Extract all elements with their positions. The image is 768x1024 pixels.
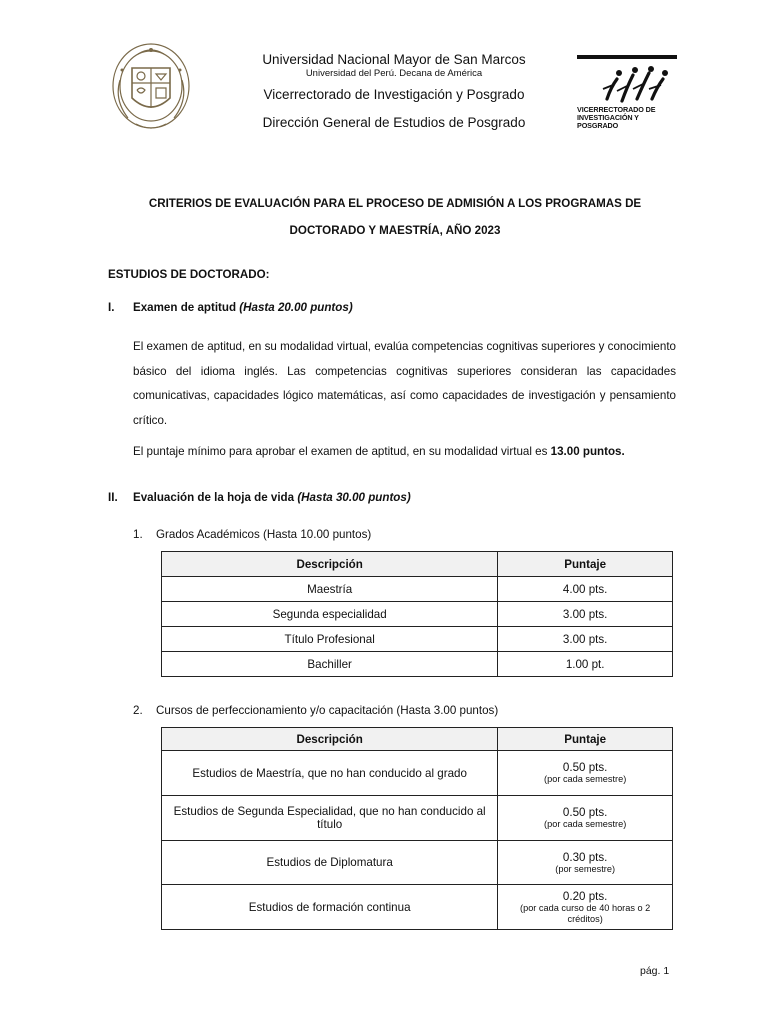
row-score [498, 841, 673, 885]
row-score-note: (por cada semestre) [544, 774, 627, 784]
header-score: Puntaje [498, 552, 673, 577]
table-row [162, 841, 673, 885]
university-seal-logo [108, 40, 194, 134]
academic-degrees-table [161, 551, 673, 677]
item-1-heading [133, 528, 371, 541]
table-header-row [162, 552, 673, 577]
row-description: Estudios de Segunda Especialidad, que no han conducido al título [162, 796, 498, 841]
part-2-heading [133, 491, 411, 504]
row-score-value: 0.50 pts. [562, 806, 608, 819]
title-line-2: DOCTORADO Y MAESTRÍA, AÑO 2023 [289, 224, 501, 237]
document-title [100, 190, 690, 244]
header-description: Descripción [162, 728, 498, 751]
part-2-points: (Hasta 30.00 puntos) [297, 491, 411, 504]
row-score-note: (por cada curso de 40 horas o 2 créditos) [520, 902, 651, 924]
logo-caption-line-1: VICERRECTORADO DE [577, 105, 656, 114]
table-row [162, 577, 673, 602]
header-score: Puntaje [498, 728, 673, 751]
university-subtitle: Universidad del Perú. Decana de América [305, 68, 483, 79]
row-description: Estudios de Maestría, que no han conducido al grado [162, 751, 498, 796]
row-description: Estudios de Diplomatura [162, 841, 498, 885]
vicerrectorado-logo [577, 55, 679, 130]
row-score-value: 0.30 pts. [562, 850, 608, 864]
row-score-note: (por cada semestre) [544, 819, 627, 829]
direction-name: Dirección General de Estudios de Posgrado [262, 115, 526, 130]
table-row [162, 751, 673, 796]
item-2-number: 2. [133, 704, 143, 717]
minimum-score-text: El puntaje mínimo para aprobar el examen de aptitud, en su modalidad virtual es [133, 445, 551, 458]
section-heading: ESTUDIOS DE DOCTORADO: [108, 268, 270, 281]
row-description: Título Profesional [162, 627, 498, 652]
row-description: Estudios de formación continua [162, 885, 498, 930]
row-score-value: 0.50 pts. [562, 761, 608, 774]
item-1-number: 1. [133, 528, 143, 541]
courses-table [161, 727, 673, 930]
row-description: Maestría [162, 577, 498, 602]
header-description: Descripción [162, 552, 498, 577]
part-2-numeral: II. [108, 491, 118, 504]
item-1-label: Grados Académicos (Hasta 10.00 puntos) [156, 528, 372, 541]
row-score: 4.00 pts. [498, 577, 673, 602]
part-1-heading [133, 301, 353, 314]
row-score [498, 885, 673, 930]
table-row [162, 885, 673, 930]
university-name: Universidad Nacional Mayor de San Marcos [262, 52, 526, 67]
row-score: 1.00 pt. [498, 652, 673, 677]
page-number: pág. 1 [640, 965, 670, 977]
row-score: 3.00 pts. [498, 627, 673, 652]
row-score: 3.00 pts. [498, 602, 673, 627]
part-1-points: (Hasta 20.00 puntos) [239, 301, 353, 314]
row-score-value: 0.20 pts. [562, 889, 608, 903]
minimum-score-value: 13.00 puntos. [550, 445, 625, 458]
runners-logo-icon [577, 65, 677, 105]
table-row [162, 652, 673, 677]
table-row [162, 796, 673, 841]
row-description: Segunda especialidad [162, 602, 498, 627]
part-1-numeral: I. [108, 301, 115, 314]
logo-caption [577, 106, 679, 130]
table-row [162, 627, 673, 652]
logo-top-bar [577, 55, 677, 59]
table-row [162, 602, 673, 627]
item-2-heading [133, 704, 498, 717]
row-score-note: (por semestre) [555, 863, 616, 874]
header-titles [236, 52, 552, 131]
part-1-minimum-score [133, 445, 676, 458]
table-header-row [162, 728, 673, 751]
title-line-1: CRITERIOS DE EVALUACIÓN PARA EL PROCESO DE ADMISIÓN A LOS PROGRAMAS DE [148, 197, 642, 210]
logo-caption-line-2: INVESTIGACIÓN Y POSGRADO [577, 113, 639, 130]
row-description: Bachiller [162, 652, 498, 677]
item-2-label: Cursos de perfeccionamiento y/o capacitación (Hasta 3.00 puntos) [156, 704, 499, 717]
row-score [498, 751, 673, 796]
part-2-label: Evaluación de la hoja de vida [133, 491, 298, 504]
row-score [498, 796, 673, 841]
vicerrectorado-name: Vicerrectorado de Investigación y Posgrado [263, 87, 525, 102]
part-1-paragraph: El examen de aptitud, en su modalidad virtual, evalúa competencias cognitivas superiores y conocimiento básico del idioma inglés. Las competencias cognitivas superiores consideran las capacidades comunicativas, capacidades lógico matemáticas, así como capacidades de investigación y pensamiento crítico. [133, 340, 676, 427]
part-1-label: Examen de aptitud [133, 301, 240, 314]
